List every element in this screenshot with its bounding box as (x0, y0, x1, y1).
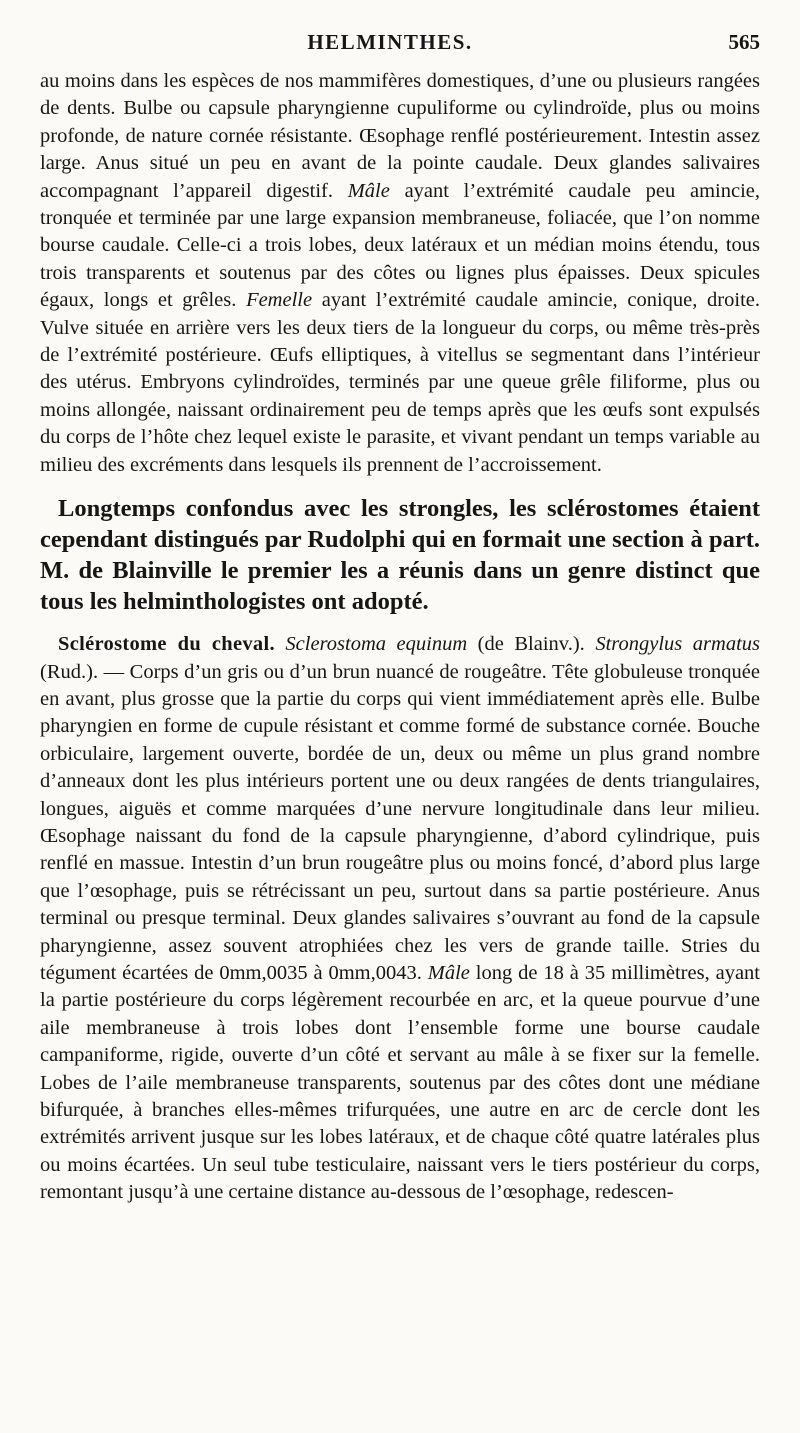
intro-text-3: ayant l’extrémité caudale amincie, conique, droite. Vulve située en arrière vers les deux tiers de la longueur du corps, ou même très-près de l’extrémité postérieure. Œufs elliptiques, à vitellus se segmentant dans l’intérieur des utérus. Embryons cylindroïdes, terminés par une queue grêle filiforme, plus ou moins allongée, naissant ordinairement peu de temps après que les œufs sont expulsés du corps de l’hôte chez lequel existe le parasite, et vivant pendant un temps variable au milieu des excréments dans lesquels ils prennent de l’accroissement. (40, 289, 760, 476)
species-paragraph (40, 631, 760, 1207)
species-heading: Sclérostome du cheval. (58, 633, 275, 656)
species-text-1: Corps d’un gris ou d’un brun nuancé de rougeâtre. Tête globuleuse tronquée en avant, plus grosse que la partie du corps qui vient immédiatement après elle. Bulbe pharyngien en forme de cupule résistant et comme formé de substance cornée. Bouche orbiculaire, largement ouverte, bordée de un, deux ou même un plus grand nombre d’anneaux dont les plus intérieurs portent une ou deux rangées de dents triangulaires, longues, aiguës et comme marquées d’une nervure longitudinale dans leur milieu. Œsophage naissant du fond de la capsule pharyngienne, d’abord cylindrique, puis renflé en massue. Intestin d’un brun rougeâtre plus ou moins foncé, d’abord plus large que l’œsophage, puis se rétrécissant un peu, surtout dans sa partie postérieure. Anus terminal ou presque terminal. Deux glandes salivaires s’ouvrant au fond de la capsule pharyngienne, assez souvent atrophiées chez les vers de grande taille. Stries du tégument écartées de 0mm,0035 à 0mm,0043. (40, 660, 760, 984)
species-male-term: Mâle (427, 961, 470, 984)
page-number: 565 (728, 30, 760, 54)
genus-description-paragraph (40, 68, 760, 479)
history-paragraph: Longtemps confondus avec les strongles, les sclérostomes étaient cependant distingués par Rudolphi qui en formait une section à part. M. de Blainville le premier les a réunis dans un genre distinct que tous les helminthologistes ont adopté. (40, 495, 760, 616)
page-header (40, 30, 760, 64)
species-name-1: Sclerostoma equinum (285, 633, 468, 656)
male-term: Mâle (347, 179, 390, 202)
species-authority-2: (Rud.). — (40, 660, 130, 683)
intro-text-2: ayant l’extrémité caudale peu amincie, tronquée et terminée par une large expansion membraneuse, foliacée, que l’on nomme bourse caudale. Celle-ci a trois lobes, deux latéraux et un médian moins étendu, tous trois transparents et soutenus par des côtes ou lignes plus épaisses. Deux spicules égaux, longs et grêles. (40, 179, 760, 312)
intro-text-1: au moins dans les espèces de nos mammifères domestiques, d’une ou plusieurs rangées de dents. Bulbe ou capsule pharyngienne cupuliforme ou cylindroïde, plus ou moins profonde, de nature cornée résistante. Œsophage renflé postérieurement. Intestin assez large. Anus situé un peu en avant de la pointe caudale. Deux glandes salivaires accompagnant l’appareil digestif. (40, 70, 760, 202)
female-term: Femelle (246, 289, 313, 312)
species-authority-1: (de Blainv.). (467, 633, 596, 656)
species-name-2: Strongylus armatus (595, 633, 760, 656)
running-title: HELMINTHES. (307, 30, 473, 54)
species-text-2: long de 18 à 35 millimètres, ayant la partie postérieure du corps légèrement recourbée en arc, et la queue pourvue d’une aile membraneuse à trois lobes dont l’ensemble forme une bourse caudale campaniforme, rigide, ouverte d’un côté et servant au mâle à se fixer sur la femelle. Lobes de l’aile membraneuse transparents, soutenus par des côtes dont une médiane bifurquée, à branches elles-mêmes trifurquées, une autre en arc de cercle dont les extrémités arrivent jusque sur les lobes latéraux, et de chaque côté quatre latérales plus ou moins écartées. Un seul tube testiculaire, naissant vers le tiers postérieur du corps, remontant jusqu’à une certaine distance au-dessous de l’œsophage, redescen- (40, 961, 760, 1204)
